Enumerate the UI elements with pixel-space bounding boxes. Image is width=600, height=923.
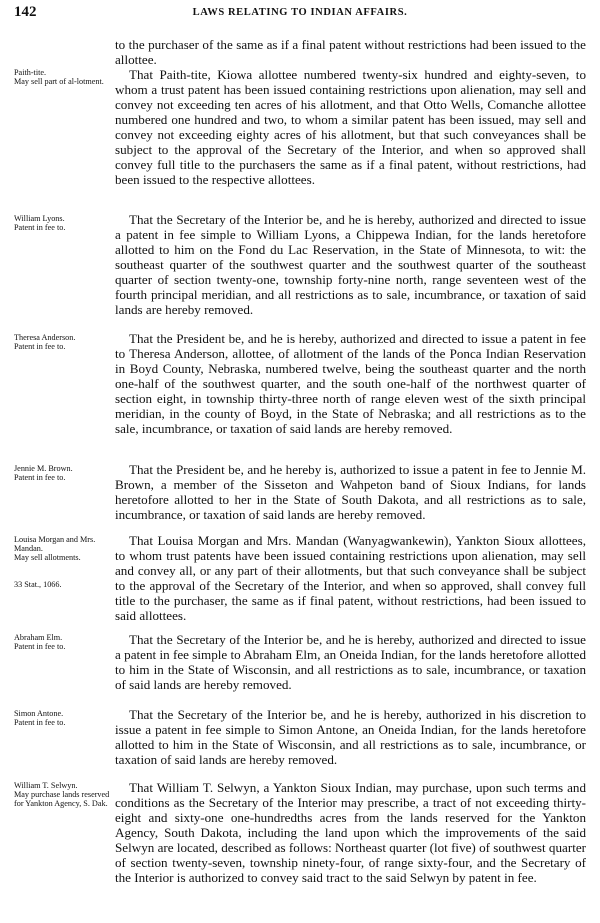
page-number: 142 (14, 4, 37, 20)
paragraph-morgan-mandan: That Louisa Morgan and Mrs. Mandan (Wanyagwankewin), Yankton Sioux allottees, to whom trust patents have been issued containing restrictions upon alienation, may sell and convey all, or any part of their allotments, but that such conveyance shall be subject to the approval of the Secretary of the Interior, and when so approved, shall convey full title to the purchaser, the same as if final patent, without restrictions, had been issued to said allottees. (115, 533, 586, 623)
running-head: LAWS RELATING TO INDIAN AFFAIRS. (192, 7, 408, 18)
paragraph-william-selwyn: That William T. Selwyn, a Yankton Sioux Indian, may purchase, upon such terms and conditions as the Secretary of the Interior may prescribe, a tract of not exceeding thirty-eight and sixty-one one-hundredths acres from the lands reserved for the Yankton Agency, South Dakota, including the land upon which the improvements of the said Selwyn are located, described as follows: Northeast quarter (lot five) of southwest quarter of section twenty-seven, township ninety-four, of range sixty-four, and the Secretary of the Interior is authorized to convey said tract to the said Selwyn by patent in fee. (115, 780, 586, 885)
paragraph-abraham-elm: That the Secretary of the Interior be, and he is hereby, authorized and directed to issue a patent in fee simple to Abraham Elm, an Oneida Indian, for the lands heretofore allotted to him in the State of Wisconsin, and all restrictions as to sale, incumbrance, or taxation of said lands are hereby removed. (115, 632, 586, 692)
margin-note-morgan-mandan: Louisa Morgan and Mrs. Mandan. May sell allotments. (14, 535, 96, 562)
paragraph-continuation: to the purchaser of the same as if a final patent without restrictions had been issued to the allottee. (115, 37, 586, 67)
paragraph-paith-tite: That Paith-tite, Kiowa allottee numbered twenty-six hundred and eighty-seven, to whom a trust patent has been issued containing restrictions upon alienation, may sell and convey not exceeding ten acres of his allotment, and that Otto Wells, Comanche allottee numbered one hundred and two, to whom a similar patent has been issued, may sell and convey not exceeding eighty acres of his allotment, but that such conveyances shall be subject to the approval of the Secretary of the Interior, and when so approved shall convey full title to the purchasers the same as if a final patent, without restrictions, had been issued to the respective allottees. (115, 67, 586, 187)
margin-note-statute-citation: 33 Stat., 1066. (14, 580, 62, 589)
paragraph-theresa-anderson: That the President be, and he is hereby, authorized and directed to issue a patent in fee to Theresa Anderson, allottee, of allotment of the lands of the Ponca Indian Reservation in Boyd County, Nebraska, numbered twelve, being the southeast quarter and the north one-half of the southwest quarter, and the south one-half of the northwest quarter of section eight, in township thirty-three north of range eleven west of the sixth principal meridian, in the county of Boyd, in the State of Nebraska; and all restrictions as to the sale, incumbrance, or taxation of said lands are hereby removed. (115, 331, 586, 436)
paragraph-simon-antone: That the Secretary of the Interior be, and he is hereby, authorized in his discretion to issue a patent in fee simple to Simon Antone, an Oneida Indian, for the lands heretofore allotted to him in the State of Wisconsin, and all restrictions as to sale, incumbrance, or taxation of said lands are hereby removed. (115, 707, 586, 767)
margin-note-william-selwyn: William T. Selwyn. May purchase lands reserved for Yankton Agency, S. Dak. (14, 781, 110, 808)
margin-note-theresa-anderson: Theresa Anderson. Patent in fee to. (14, 333, 76, 351)
margin-note-william-lyons: William Lyons. Patent in fee to. (14, 214, 66, 232)
paragraph-jennie-brown: That the President be, and he hereby is, authorized to issue a patent in fee to Jennie M. Brown, a member of the Sisseton and Wahpeton band of Sioux Indians, for lands heretofore allotted to her in the State of South Dakota, and all restrictions as to sale, incumbrance, or taxation of said lands are hereby removed. (115, 462, 586, 522)
page-header (14, 4, 586, 24)
margin-note-jennie-brown: Jennie M. Brown. Patent in fee to. (14, 464, 73, 482)
margin-note-simon-antone: Simon Antone. Patent in fee to. (14, 709, 66, 727)
paragraph-william-lyons: That the Secretary of the Interior be, and he is hereby, authorized and directed to issue a patent in fee simple to William Lyons, a Chippewa Indian, for the lands heretofore allotted to him on the Fond du Lac Reservation, in the State of Minnesota, to wit: the southeast quarter of the southwest quarter and the southwest quarter of the southeast quarter of section twenty-one, township forty-nine north, range seventeen west of the fourth principal meridian, and all restrictions as to sale, incumbrance, or taxation of said lands are hereby removed. (115, 212, 586, 317)
margin-note-abraham-elm: Abraham Elm. Patent in fee to. (14, 633, 66, 651)
margin-note-paith-tite: Paith-tite. May sell part of al-lotment. (14, 68, 104, 86)
